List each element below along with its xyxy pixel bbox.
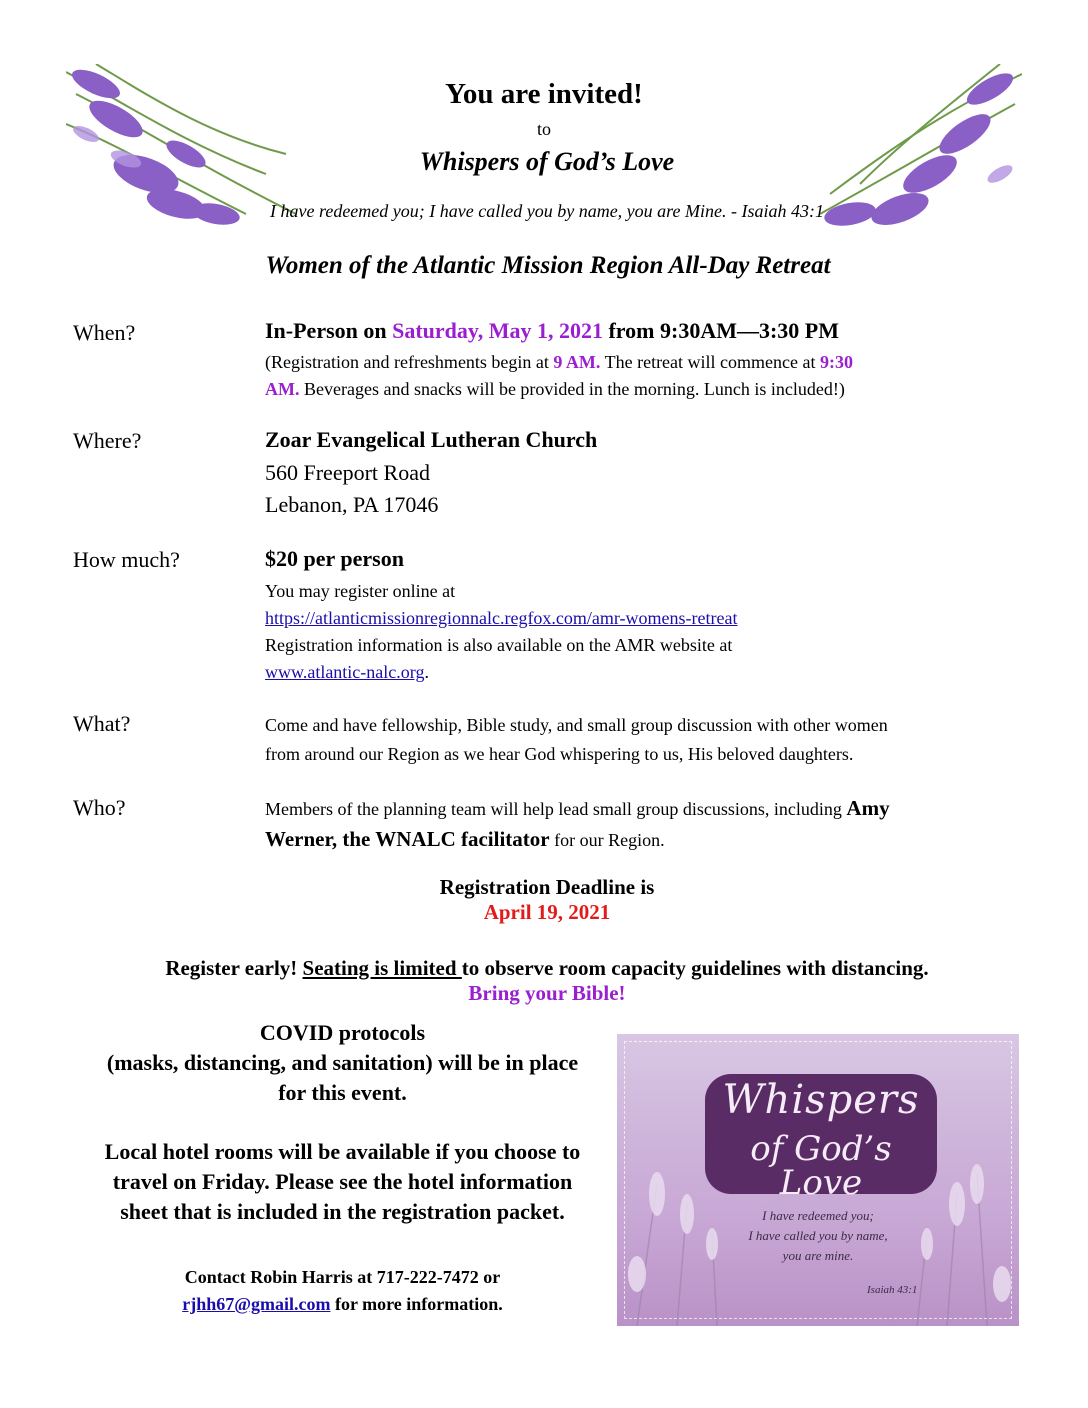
deadline-label: Registration Deadline is [439,875,655,899]
deadline-date: April 19, 2021 [483,900,611,924]
poster-badge [705,1074,937,1203]
registration-link[interactable]: https://atlanticmissionregionnalc.regfox.com/amr-womens-retreat [265,608,738,628]
seating-limited: Seating is limited [302,956,462,980]
header-verse: I have redeemed you; I have called you by name, you are Mine. - Isaiah 43:1 [270,201,824,221]
venue-street: 560 Freeport Road [265,460,430,485]
hotel-line3: sheet that is included in the registration packet. [120,1199,565,1224]
poster-subtitle: of God’s Love [750,1129,892,1203]
hotel-line1: Local hotel rooms will be available if you choose to [104,1139,581,1164]
when-note-time2a: 9:30 [820,352,853,372]
venue-name: Zoar Evangelical Lutheran Church [265,427,598,452]
poster-title: Whispers [722,1077,920,1123]
who-line2a: Werner, the WNALC facilitator [265,827,550,851]
poster-verse-ref: Isaiah 43:1 [867,1284,918,1296]
when-main-line [265,318,839,344]
hotel-line2: travel on Friday. Please see the hotel information [112,1169,573,1194]
contact-suffix: for more information. [330,1294,503,1314]
retreat-subtitle: Women of the Atlantic Mission Region All-Day Retreat [265,252,831,279]
when-suffix: from 9:30AM—3:30 PM [602,318,840,343]
event-date: Saturday, May 1, 2021 [392,318,603,343]
cost-price: $20 per person [265,546,404,571]
cost-label: How much? [73,547,180,572]
who-text [265,793,1025,855]
what-text [265,711,1025,769]
covid-line3: for this event. [278,1080,407,1105]
when-label: When? [73,320,136,345]
what-label: What? [73,711,131,736]
cost-details [265,578,985,686]
what-line2: from around our Region as we hear God whispering to us, His beloved daughters. [265,744,854,764]
when-note-a: (Registration and refreshments begin at [265,352,554,372]
when-note-time1: 9 AM. [553,352,601,372]
hotel-block [70,1137,615,1227]
when-note-time2b: AM. [265,379,300,399]
invitation-heading: You are invited! [445,78,643,110]
to-text: to [536,119,551,139]
register-prefix: Register early! [165,956,303,980]
poster-verse1: I have redeemed you; [762,1208,874,1223]
who-line1b: Amy [846,796,890,820]
where-label: Where? [73,428,142,453]
cost-line1: You may register online at [265,581,456,601]
event-title: Whispers of God’s Love [419,147,675,176]
cost-line3: Registration information is also available on the AMR website at [265,635,733,655]
when-note-c: Beverages and snacks will be provided in the morning. Lunch is included!) [299,379,845,399]
when-prefix: In-Person on [265,318,393,343]
venue-city: Lebanon, PA 17046 [265,492,439,517]
retreat-poster-image [617,1034,1019,1326]
contact-line1: Contact Robin Harris at 717-222-7472 or [184,1267,501,1287]
covid-line2: (masks, distancing, and sanitation) will be in place [106,1050,579,1075]
contact-email-link[interactable]: rjhh67@gmail.com [182,1294,331,1314]
who-label: Who? [73,795,126,820]
website-period: . [424,662,429,682]
covid-line1: COVID protocols [259,1020,426,1045]
register-suffix: to observe room capacity guidelines with distancing. [461,956,929,980]
poster-verse2: I have called you by name, [748,1228,888,1243]
website-link[interactable]: www.atlantic-nalc.org [265,662,425,682]
contact-block [70,1264,615,1318]
who-line1a: Members of the planning team will help lead small group discussions, including [265,799,847,819]
what-line1: Come and have fellowship, Bible study, and small group discussion with other women [265,715,888,735]
poster-verse3: you are mine. [782,1248,854,1263]
poster-verse [617,1206,1019,1266]
register-early-line [0,956,1088,981]
bring-bible: Bring your Bible! [468,981,626,1005]
who-line2b: for our Region. [549,830,665,850]
when-note-b: The retreat will commence at [600,352,820,372]
when-note [265,349,985,403]
covid-block [70,1018,615,1108]
